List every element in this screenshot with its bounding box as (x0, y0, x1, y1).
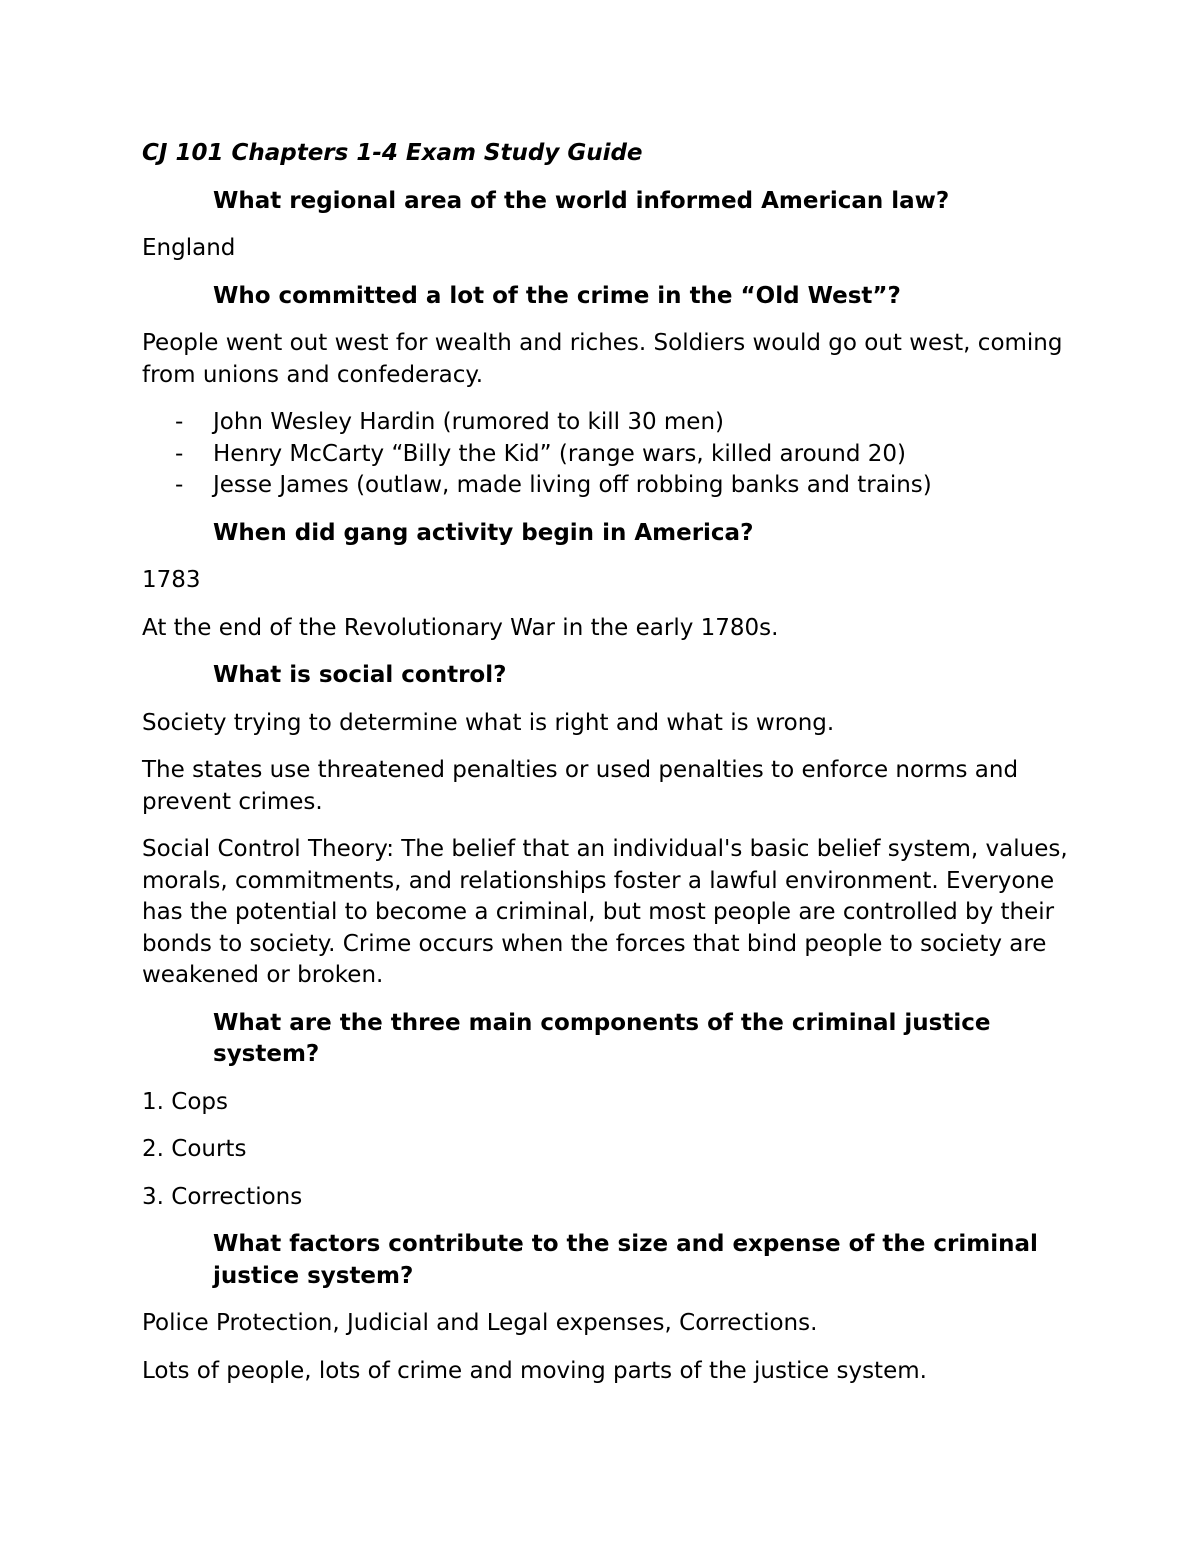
list-item-text: John Wesley Hardin (rumored to kill 30 men) (213, 409, 725, 435)
answer-paragraph: People went out west for wealth and riches. Soldiers would go out west, coming from unions and confederacy. (142, 330, 1063, 388)
answer-paragraph: 3. Corrections (142, 1183, 303, 1210)
answer-paragraph: The states use threatened penalties or used penalties to enforce norms and prevent crimes. (142, 757, 1019, 815)
question-heading: What is social control? (213, 662, 507, 688)
question-heading: When did gang activity begin in America? (213, 519, 754, 546)
dash-bullet: - (175, 472, 184, 498)
question-heading: What regional area of the world informed American law? (213, 187, 950, 214)
list-item (142, 407, 1072, 439)
outlaw-list (142, 407, 1072, 502)
dash-bullet: - (175, 409, 184, 435)
list-item-text: Henry McCarty “Billy the Kid” (range wars, killed around 20) (213, 440, 906, 467)
answer-paragraph: Police Protection, Judicial and Legal expenses, Corrections. (142, 1310, 818, 1336)
document-page (142, 138, 1072, 1403)
question-heading: What factors contribute to the size and expense of the criminal justice system? (213, 1231, 1038, 1289)
list-item (142, 470, 1072, 502)
answer-paragraph: Social Control Theory: The belief that an individual's basic belief system, values, morals, commitments, and relationships foster a lawful environment. Everyone has the potential to become a criminal, but most people are controlled by their bonds to society. Crime occurs when the forces that bind people to society are weakened or broken. (142, 836, 1068, 988)
answer-paragraph: 2. Courts (142, 1136, 247, 1162)
answer-paragraph: England (142, 235, 236, 261)
question-heading: Who committed a lot of the crime in the “Old West”? (213, 282, 901, 309)
answer-paragraph: Lots of people, lots of crime and moving parts of the justice system. (142, 1357, 927, 1384)
answer-paragraph: Society trying to determine what is right and what is wrong. (142, 709, 835, 736)
answer-paragraph: At the end of the Revolutionary War in the early 1780s. (142, 614, 779, 641)
list-item (142, 439, 1072, 471)
dash-bullet: - (175, 440, 184, 467)
answer-paragraph: 1783 (142, 567, 201, 593)
question-heading: What are the three main components of the criminal justice system? (213, 1009, 991, 1067)
answer-paragraph: 1. Cops (142, 1088, 228, 1115)
document-title: CJ 101 Chapters 1-4 Exam Study Guide (142, 140, 643, 166)
list-item-text: Jesse James (outlaw, made living off robbing banks and trains) (213, 472, 932, 498)
